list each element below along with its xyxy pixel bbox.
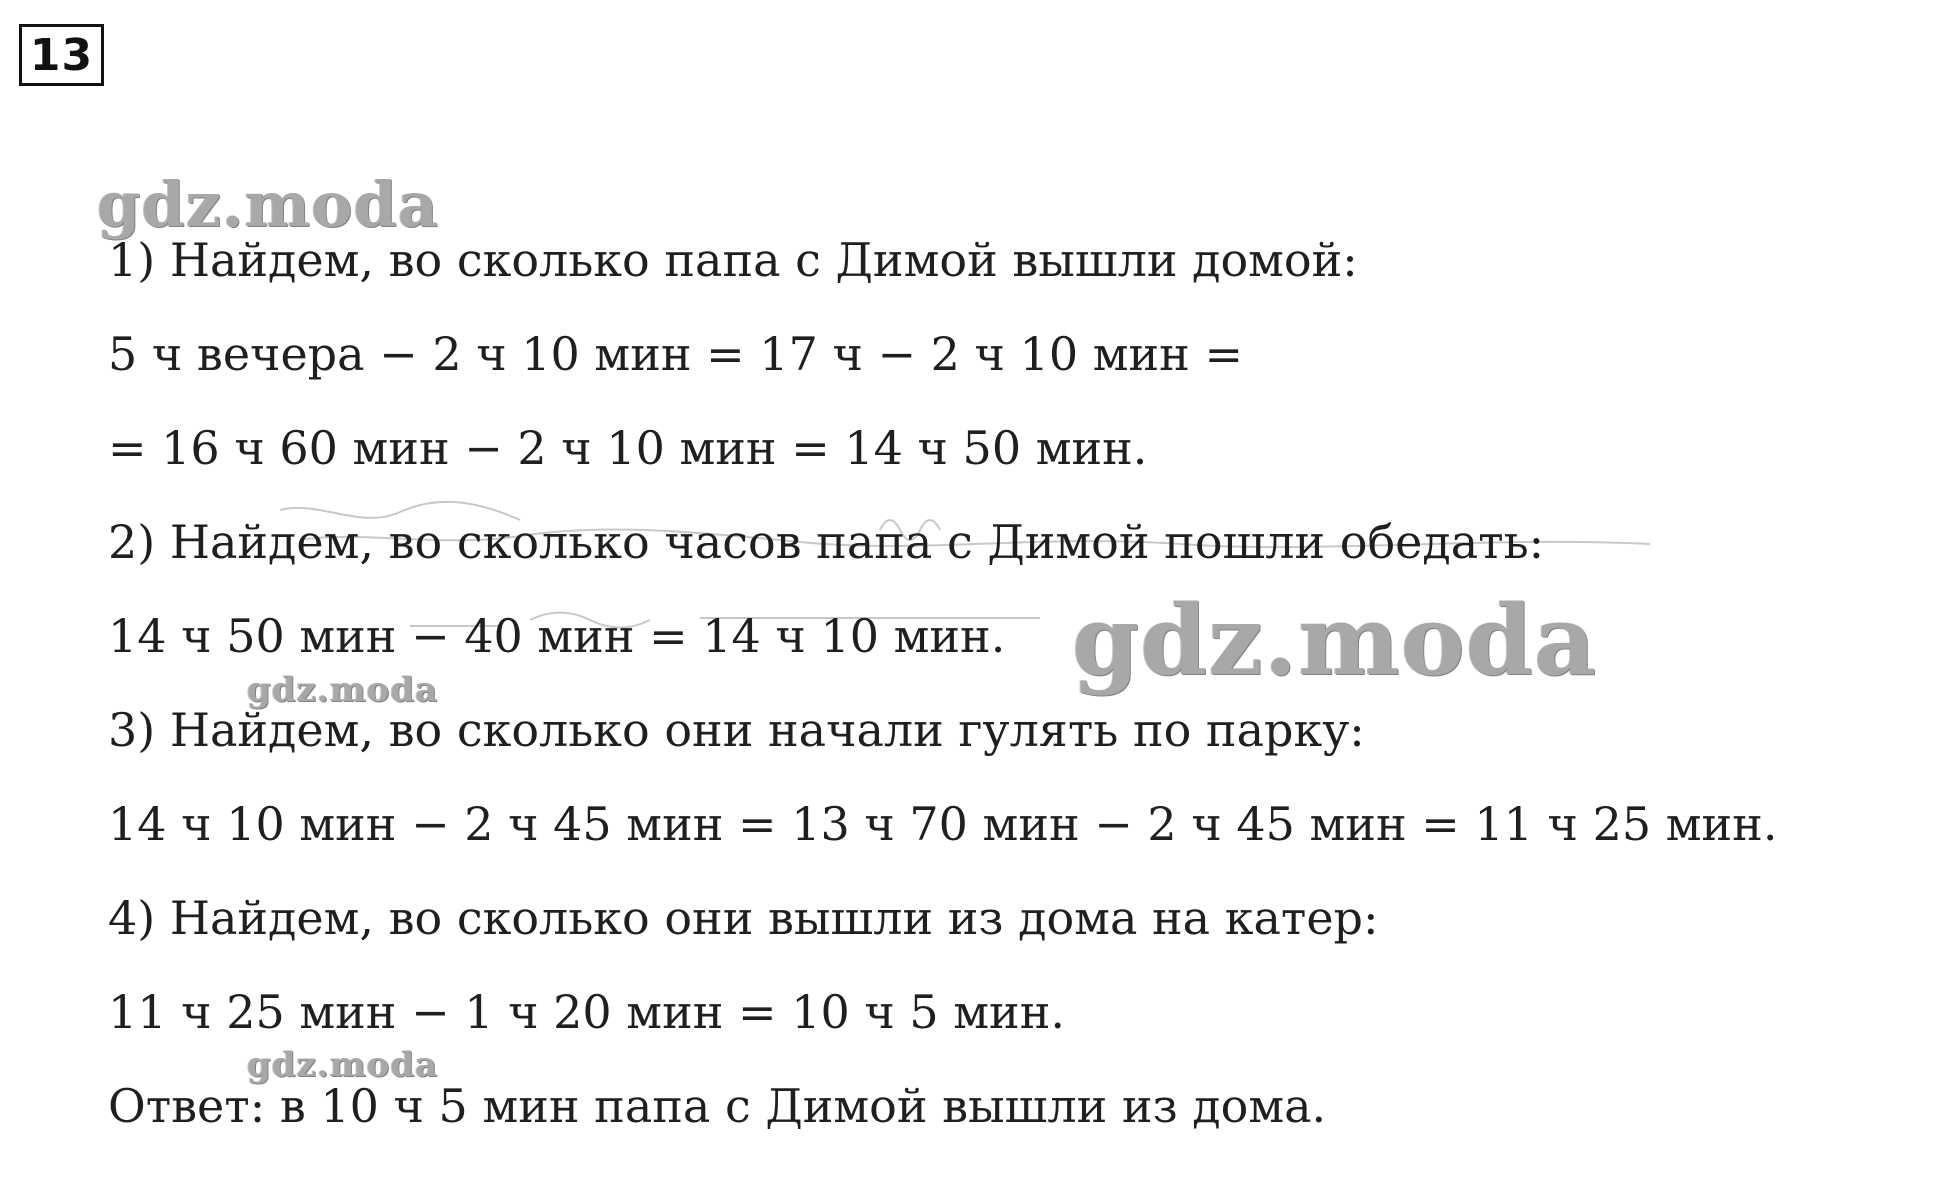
watermark-logo: gdz.moda	[247, 1045, 439, 1085]
solution-line: 14 ч 10 мин − 2 ч 45 мин = 13 ч 70 мин − 2 ч 45 мин = 11 ч 25 мин.	[108, 797, 1778, 851]
solution-line: 1) Найдем, во сколько папа с Димой вышли домой:	[108, 233, 1358, 287]
task-number-box	[19, 24, 104, 86]
watermark-logo: gdz.moda	[1072, 584, 1598, 697]
watermark-logo: gdz.moda	[247, 670, 439, 710]
solution-line: 2) Найдем, во сколько часов папа с Димой пошли обедать:	[108, 515, 1545, 569]
solution-line: = 16 ч 60 мин − 2 ч 10 мин = 14 ч 50 мин.	[108, 421, 1148, 475]
solution-line: Ответ: в 10 ч 5 мин папа с Димой вышли из дома.	[108, 1079, 1327, 1133]
solution-line: 3) Найдем, во сколько они начали гулять по парку:	[108, 703, 1365, 757]
task-number: 13	[29, 29, 94, 81]
solution-line: 4) Найдем, во сколько они вышли из дома на катер:	[108, 891, 1379, 945]
solution-line: 11 ч 25 мин − 1 ч 20 мин = 10 ч 5 мин.	[108, 985, 1065, 1039]
solution-line: 5 ч вечера − 2 ч 10 мин = 17 ч − 2 ч 10 мин =	[108, 327, 1243, 381]
solution-line: 14 ч 50 мин − 40 мин = 14 ч 10 мин.	[108, 609, 1006, 663]
watermark-logo: gdz.moda	[97, 168, 439, 241]
